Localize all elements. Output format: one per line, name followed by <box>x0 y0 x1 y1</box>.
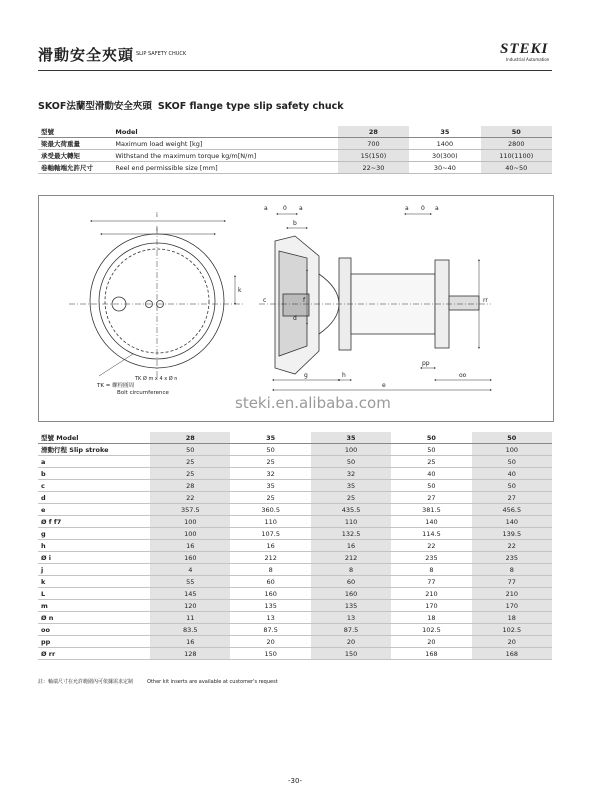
table-header-row <box>38 432 552 444</box>
table-cell: 20 <box>230 636 310 648</box>
table-cell: 60 <box>230 576 310 588</box>
table-cell: 50 <box>230 444 310 456</box>
tk-formula: TK Ø m x 4 x Ø n <box>135 376 178 382</box>
table-cell: 160 <box>311 588 391 600</box>
table-row <box>38 492 552 504</box>
table-cell: 32 <box>230 468 310 480</box>
table-row <box>38 552 552 564</box>
spec-cell: 30(300) <box>409 150 480 162</box>
table-cell: 22 <box>150 492 230 504</box>
row-label: Ø i <box>38 552 150 564</box>
dim-label: oo <box>459 372 467 379</box>
brand-logo <box>500 41 552 67</box>
dim-label: a <box>264 205 268 212</box>
spec-table <box>38 126 552 174</box>
tk-legend <box>97 383 169 397</box>
header-model-cell: 28 <box>150 432 230 444</box>
dim-label: b <box>293 220 297 227</box>
table-cell: 16 <box>311 540 391 552</box>
footnote-en: Other kit inserts are available at customer's request <box>147 679 278 685</box>
table-row <box>38 624 552 636</box>
table-cell: 20 <box>311 636 391 648</box>
table-cell: 25 <box>311 492 391 504</box>
spec-row <box>38 150 552 162</box>
dim-label: d <box>293 315 297 322</box>
dim-label: a <box>405 205 409 212</box>
row-label: pp <box>38 636 150 648</box>
side-view <box>259 214 491 390</box>
front-view <box>69 221 245 378</box>
dim-label: e <box>382 382 386 389</box>
table-cell: 107.5 <box>230 528 310 540</box>
spec-label-en: Maximum load weight [kg] <box>112 138 337 150</box>
tk-label-cn: 螺栓圓周 <box>112 383 135 389</box>
table-row <box>38 540 552 552</box>
table-cell: 77 <box>472 576 552 588</box>
spec-cell: 1400 <box>409 138 480 150</box>
spec-cell: 28 <box>338 126 409 138</box>
table-cell: 20 <box>391 636 471 648</box>
table-cell: 235 <box>472 552 552 564</box>
row-label: Ø n <box>38 612 150 624</box>
header-model-cell: 35 <box>230 432 310 444</box>
table-cell: 100 <box>311 444 391 456</box>
dim-label: 0 <box>283 205 287 212</box>
header-label-en: Model <box>56 434 79 442</box>
dim-label: g <box>304 372 308 379</box>
table-cell: 381.5 <box>391 504 471 516</box>
header-label <box>38 432 150 444</box>
spec-row <box>38 126 552 138</box>
logo-name: STEKI <box>500 41 549 57</box>
dimension-table <box>38 432 552 660</box>
table-cell: 25 <box>391 456 471 468</box>
spec-cell: 50 <box>481 126 552 138</box>
table-cell: 50 <box>472 456 552 468</box>
dim-label: i <box>156 212 158 219</box>
table-cell: 110 <box>230 516 310 528</box>
table-cell: 50 <box>311 456 391 468</box>
table-cell: 16 <box>230 540 310 552</box>
table-cell: 102.5 <box>391 624 471 636</box>
table-cell: 25 <box>230 456 310 468</box>
table-row <box>38 588 552 600</box>
spec-cell: 15(150) <box>338 150 409 162</box>
table-cell: 18 <box>472 612 552 624</box>
technical-drawing <box>38 195 554 422</box>
table-cell: 140 <box>472 516 552 528</box>
table-cell: 210 <box>391 588 471 600</box>
table-cell: 35 <box>230 480 310 492</box>
table-cell: 27 <box>391 492 471 504</box>
table-row <box>38 564 552 576</box>
table-cell: 357.5 <box>150 504 230 516</box>
table-cell: 35 <box>311 480 391 492</box>
row-label: oo <box>38 624 150 636</box>
table-cell: 8 <box>391 564 471 576</box>
table-cell: 135 <box>311 600 391 612</box>
spec-row <box>38 162 552 174</box>
page-subtitle: SLIP SAFETY CHUCK <box>136 51 187 57</box>
table-cell: 168 <box>391 648 471 660</box>
table-cell: 100 <box>150 516 230 528</box>
table-cell: 83.5 <box>150 624 230 636</box>
table-cell: 456.5 <box>472 504 552 516</box>
header-model-cell: 35 <box>311 432 391 444</box>
table-row <box>38 516 552 528</box>
spec-cell: 700 <box>338 138 409 150</box>
spec-label-cn: 承受最大轉矩 <box>38 150 112 162</box>
row-label: g <box>38 528 150 540</box>
table-row <box>38 600 552 612</box>
table-row <box>38 504 552 516</box>
header-divider <box>38 70 552 71</box>
table-cell: 360.5 <box>230 504 310 516</box>
table-cell: 87.5 <box>311 624 391 636</box>
table-cell: 132.5 <box>311 528 391 540</box>
table-cell: 135 <box>230 600 310 612</box>
table-cell: 114.5 <box>391 528 471 540</box>
dim-label: a <box>299 205 303 212</box>
table-row <box>38 480 552 492</box>
table-cell: 50 <box>391 444 471 456</box>
table-cell: 25 <box>150 456 230 468</box>
section-title-cn: SKOF法蘭型滑動安全夾頭 <box>38 101 152 112</box>
table-cell: 13 <box>230 612 310 624</box>
row-label: L <box>38 588 150 600</box>
table-cell: 25 <box>230 492 310 504</box>
table-row <box>38 576 552 588</box>
row-label: d <box>38 492 150 504</box>
table-cell: 160 <box>150 552 230 564</box>
table-cell: 55 <box>150 576 230 588</box>
table-cell: 40 <box>391 468 471 480</box>
row-label: c <box>38 480 150 492</box>
table-cell: 170 <box>472 600 552 612</box>
table-cell: 8 <box>472 564 552 576</box>
spec-cell: 2800 <box>481 138 552 150</box>
table-cell: 212 <box>311 552 391 564</box>
table-row <box>38 612 552 624</box>
table-cell: 170 <box>391 600 471 612</box>
header-model-cell: 50 <box>472 432 552 444</box>
row-label: b <box>38 468 150 480</box>
table-cell: 50 <box>472 480 552 492</box>
footnote <box>38 678 278 685</box>
tk-label-en: Bolt circumference <box>117 390 169 396</box>
shaft <box>449 296 479 310</box>
table-cell: 235 <box>391 552 471 564</box>
footnote-cn: 註：軸端尺寸在允許範圍內可依據需求定制 <box>38 679 134 685</box>
table-cell: 150 <box>230 648 310 660</box>
dim-label: 0 <box>421 205 425 212</box>
dim-label: l <box>156 226 158 233</box>
table-cell: 168 <box>472 648 552 660</box>
table-row <box>38 528 552 540</box>
table-row <box>38 444 552 456</box>
table-row <box>38 456 552 468</box>
spec-label-cn: 型號 <box>38 126 112 138</box>
spec-row <box>38 138 552 150</box>
tk-label: TK = <box>97 383 111 389</box>
section-title <box>38 98 344 112</box>
table-cell: 160 <box>230 588 310 600</box>
table-cell: 16 <box>150 540 230 552</box>
table-cell: 18 <box>391 612 471 624</box>
spec-label-cn: 卷軸軸端允許尺寸 <box>38 162 112 174</box>
dim-label: rr <box>483 297 488 304</box>
section-title-en: SKOF flange type slip safety chuck <box>157 101 344 112</box>
table-cell: 27 <box>472 492 552 504</box>
table-cell: 120 <box>150 600 230 612</box>
spec-label-en: Model <box>112 126 337 138</box>
table-cell: 128 <box>150 648 230 660</box>
table-cell: 25 <box>150 468 230 480</box>
row-label: j <box>38 564 150 576</box>
table-cell: 102.5 <box>472 624 552 636</box>
table-cell: 60 <box>311 576 391 588</box>
spec-cell: 22~30 <box>338 162 409 174</box>
dim-label: a <box>435 205 439 212</box>
dim-label: c <box>263 297 267 304</box>
row-label: Ø rr <box>38 648 150 660</box>
table-cell: 32 <box>311 468 391 480</box>
spec-label-en: Reel end permissible size [mm] <box>112 162 337 174</box>
table-cell: 11 <box>150 612 230 624</box>
table-cell: 145 <box>150 588 230 600</box>
table-cell: 50 <box>391 480 471 492</box>
table-cell: 150 <box>311 648 391 660</box>
spec-label-cn: 梁最大荷重量 <box>38 138 112 150</box>
table-row <box>38 648 552 660</box>
table-cell: 77 <box>391 576 471 588</box>
table-cell: 100 <box>150 528 230 540</box>
table-cell: 22 <box>472 540 552 552</box>
dim-label: h <box>342 372 346 379</box>
table-cell: 4 <box>150 564 230 576</box>
dim-label: k <box>238 287 242 294</box>
table-cell: 8 <box>311 564 391 576</box>
row-label: k <box>38 576 150 588</box>
row-label: a <box>38 456 150 468</box>
spec-label-en: Withstand the maximum torque kg/m[N/m] <box>112 150 337 162</box>
table-cell: 212 <box>230 552 310 564</box>
row-label: Ø f f7 <box>38 516 150 528</box>
table-cell: 13 <box>311 612 391 624</box>
table-cell: 40 <box>472 468 552 480</box>
table-cell: 435.5 <box>311 504 391 516</box>
table-row <box>38 636 552 648</box>
table-cell: 139.5 <box>472 528 552 540</box>
table-cell: 100 <box>472 444 552 456</box>
dimension-table-body <box>38 432 552 660</box>
table-cell: 50 <box>150 444 230 456</box>
table-cell: 140 <box>391 516 471 528</box>
table-cell: 16 <box>150 636 230 648</box>
header-model-cell: 50 <box>391 432 471 444</box>
table-cell: 110 <box>311 516 391 528</box>
page-title: 滑動安全夾頭 <box>38 46 135 64</box>
table-row <box>38 468 552 480</box>
page-number: -30- <box>288 777 302 785</box>
table-cell: 22 <box>391 540 471 552</box>
table-cell: 20 <box>472 636 552 648</box>
row-label: h <box>38 540 150 552</box>
spec-cell: 30~40 <box>409 162 480 174</box>
table-cell: 210 <box>472 588 552 600</box>
table-cell: 8 <box>230 564 310 576</box>
watermark: steki.en.alibaba.com <box>235 394 391 412</box>
spec-cell: 110(1100) <box>481 150 552 162</box>
spec-cell: 35 <box>409 126 480 138</box>
dim-label: f <box>303 297 306 304</box>
dim-label: pp <box>422 360 430 367</box>
row-label: m <box>38 600 150 612</box>
header-label-cn: 型號 <box>41 434 54 442</box>
table-cell: 87.5 <box>230 624 310 636</box>
spec-cell: 40~50 <box>481 162 552 174</box>
table-cell: 28 <box>150 480 230 492</box>
logo-tagline: Industrial Automation <box>506 57 550 62</box>
row-label: e <box>38 504 150 516</box>
row-label: 滑動行程 Slip stroke <box>38 444 150 456</box>
